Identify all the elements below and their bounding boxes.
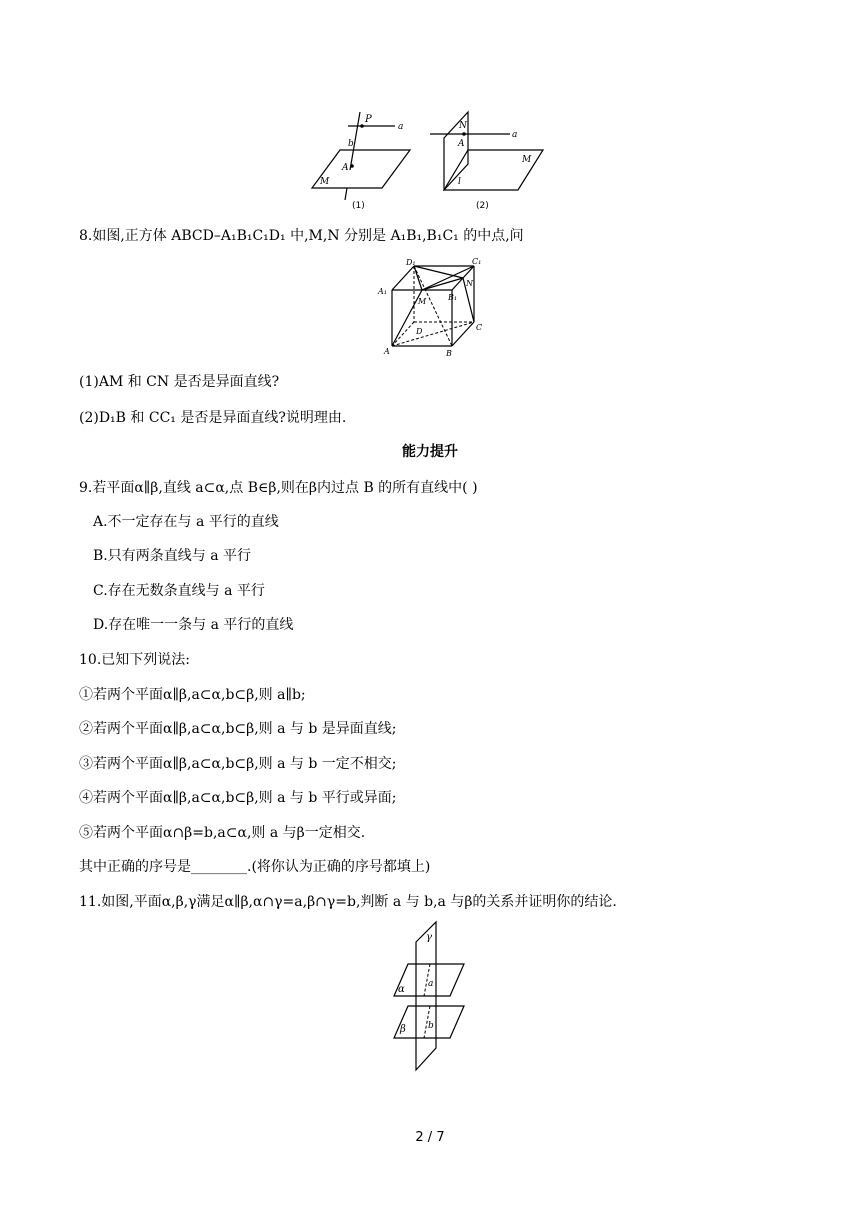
q10-answer-line: 其中正确的序号是________.(将你认为正确的序号都填上) — [79, 859, 431, 875]
fig1-label-a: a — [398, 122, 404, 132]
cube-label-C: C — [476, 323, 483, 332]
q9-option-b: B.只有两条直线与 a 平行 — [93, 548, 251, 564]
planes-label-gamma: γ — [426, 932, 432, 943]
fig2-label-M: M — [522, 155, 532, 165]
figure-top-2-svg — [428, 108, 548, 213]
q9-stem: 9.若平面α∥β,直线 a⊂α,点 B∈β,则在β内过点 B 的所有直线中( ) — [79, 480, 478, 496]
cube-label-A1: A₁ — [378, 287, 387, 296]
cube-label-M: M — [418, 297, 427, 306]
planes-label-a: a — [428, 979, 434, 989]
figure-cube-svg — [376, 256, 486, 361]
fig1-label-b: b — [348, 139, 354, 149]
q10-item-1: ①若两个平面α∥β,a⊂α,b⊂β,则 a∥b; — [79, 687, 306, 703]
q10-stem: 10.已知下列说法: — [79, 652, 190, 668]
q8-sub1: (1)AM 和 CN 是否是异面直线? — [79, 374, 280, 390]
fig1-caption: (1) — [352, 201, 365, 211]
q8-sub2: (2)D₁B 和 CC₁ 是否是异面直线?说明理由. — [79, 410, 347, 426]
fig2-label-N: N — [459, 121, 467, 131]
q8-text: 8.如图,正方体 ABCD–A₁B₁C₁D₁ 中,M,N 分别是 A₁B₁,B₁C₁ 的中点,问 — [79, 228, 524, 244]
figure-top-1-svg — [310, 108, 420, 213]
planes-label-beta: β — [400, 1024, 406, 1035]
q11-text: 11.如图,平面α,β,γ满足α∥β,α∩γ=a,β∩γ=b,判断 a 与 b,a 与β的关系并证明你的结论. — [79, 894, 617, 910]
q10-item-2: ②若两个平面α∥β,a⊂α,b⊂β,则 a 与 b 是异面直线; — [79, 721, 397, 737]
fig1-label-P: P — [365, 114, 372, 125]
fig2-label-l: l — [458, 177, 461, 187]
planes-label-b: b — [428, 1021, 434, 1031]
cube-label-B1: B₁ — [448, 293, 458, 302]
q10-item-5: ⑤若两个平面α∩β=b,a⊂α,则 a 与β一定相交. — [79, 825, 366, 841]
cube-label-C1: C₁ — [472, 257, 482, 266]
cube-label-D1: D₁ — [406, 258, 416, 267]
q9-option-a: A.不一定存在与 a 平行的直线 — [93, 514, 279, 530]
section-title: 能力提升 — [402, 444, 458, 460]
planes-label-alpha: α — [398, 984, 405, 995]
fig2-label-a: a — [512, 130, 518, 140]
fig1-label-A: A — [342, 163, 349, 173]
figure-planes-svg — [390, 920, 470, 1080]
cube-label-B: B — [446, 349, 452, 358]
figure-cube — [376, 256, 486, 361]
fig2-label-A: A — [458, 139, 465, 149]
q9-option-c: C.存在无数条直线与 a 平行 — [93, 583, 265, 599]
cube-label-D: D — [416, 327, 423, 336]
figure-top-1 — [310, 108, 420, 213]
fig2-caption: (2) — [476, 201, 489, 211]
fig1-label-M: M — [320, 177, 330, 187]
cube-label-N: N — [466, 279, 473, 288]
figure-top-2 — [428, 108, 548, 213]
page-number: 2 / 7 — [415, 1130, 445, 1145]
q10-item-3: ③若两个平面α∥β,a⊂α,b⊂β,则 a 与 b 一定不相交; — [79, 756, 397, 772]
q10-item-4: ④若两个平面α∥β,a⊂α,b⊂β,则 a 与 b 平行或异面; — [79, 790, 397, 806]
cube-label-A: A — [384, 347, 390, 356]
figure-planes — [390, 920, 470, 1080]
q9-option-d: D.存在唯一一条与 a 平行的直线 — [93, 617, 294, 633]
